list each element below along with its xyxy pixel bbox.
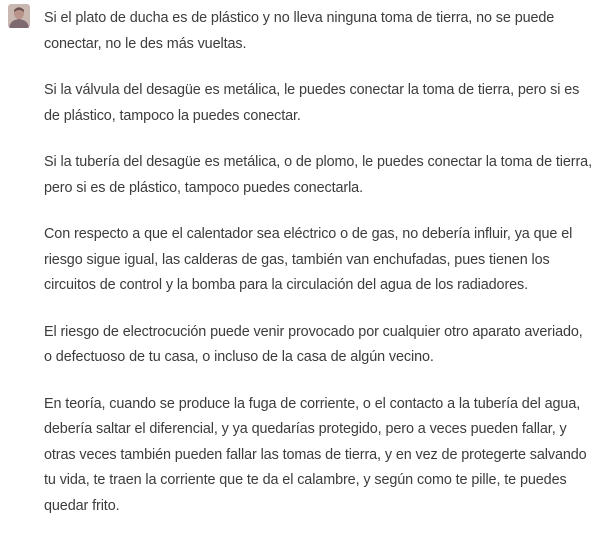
- avatar[interactable]: [8, 4, 30, 28]
- comment-paragraph: Si el plato de ducha es de plástico y no lleva ninguna toma de tierra, no se puede conectar, no le des más vueltas.: [44, 10, 555, 52]
- comment-paragraph: Con respecto a que el calentador sea eléctrico o de gas, no debería influir, ya que el riesgo sigue igual, las calderas de gas, también van enchufadas, pues tienen los circuitos de control y la bomba para la circulación del agua de los radiadores.: [44, 226, 573, 293]
- comment-paragraph: El riesgo de electrocución puede venir provocado por cualquier otro aparato averiado, o defectuoso de tu casa, o incluso de la casa de algún vecino.: [44, 323, 583, 365]
- user-avatar-icon: [8, 4, 30, 28]
- comment-paragraph: Si la válvula del desagüe es metálica, le puedes conectar la toma de tierra, pero si es de plástico, tampoco la puedes conectar.: [44, 82, 580, 124]
- comment-paragraph: Si la tubería del desagüe es metálica, o de plomo, le puedes conectar la toma de tierra, pero si es de plástico, tampoco puedes conectarla.: [44, 154, 592, 196]
- comment-body: [44, 6, 592, 540]
- comment-paragraph: En teoría, cuando se produce la fuga de corriente, o el contacto a la tubería del agua, debería saltar el diferencial, y ya quedarías protegido, pero a veces pueden fallar, y otras veces también pueden fallar las tomas de tierra, y en vez de protegerte salvando tu vida, te traen la corriente que te da el calambre, y según como te pille, te puedes quedar frito.: [44, 395, 587, 514]
